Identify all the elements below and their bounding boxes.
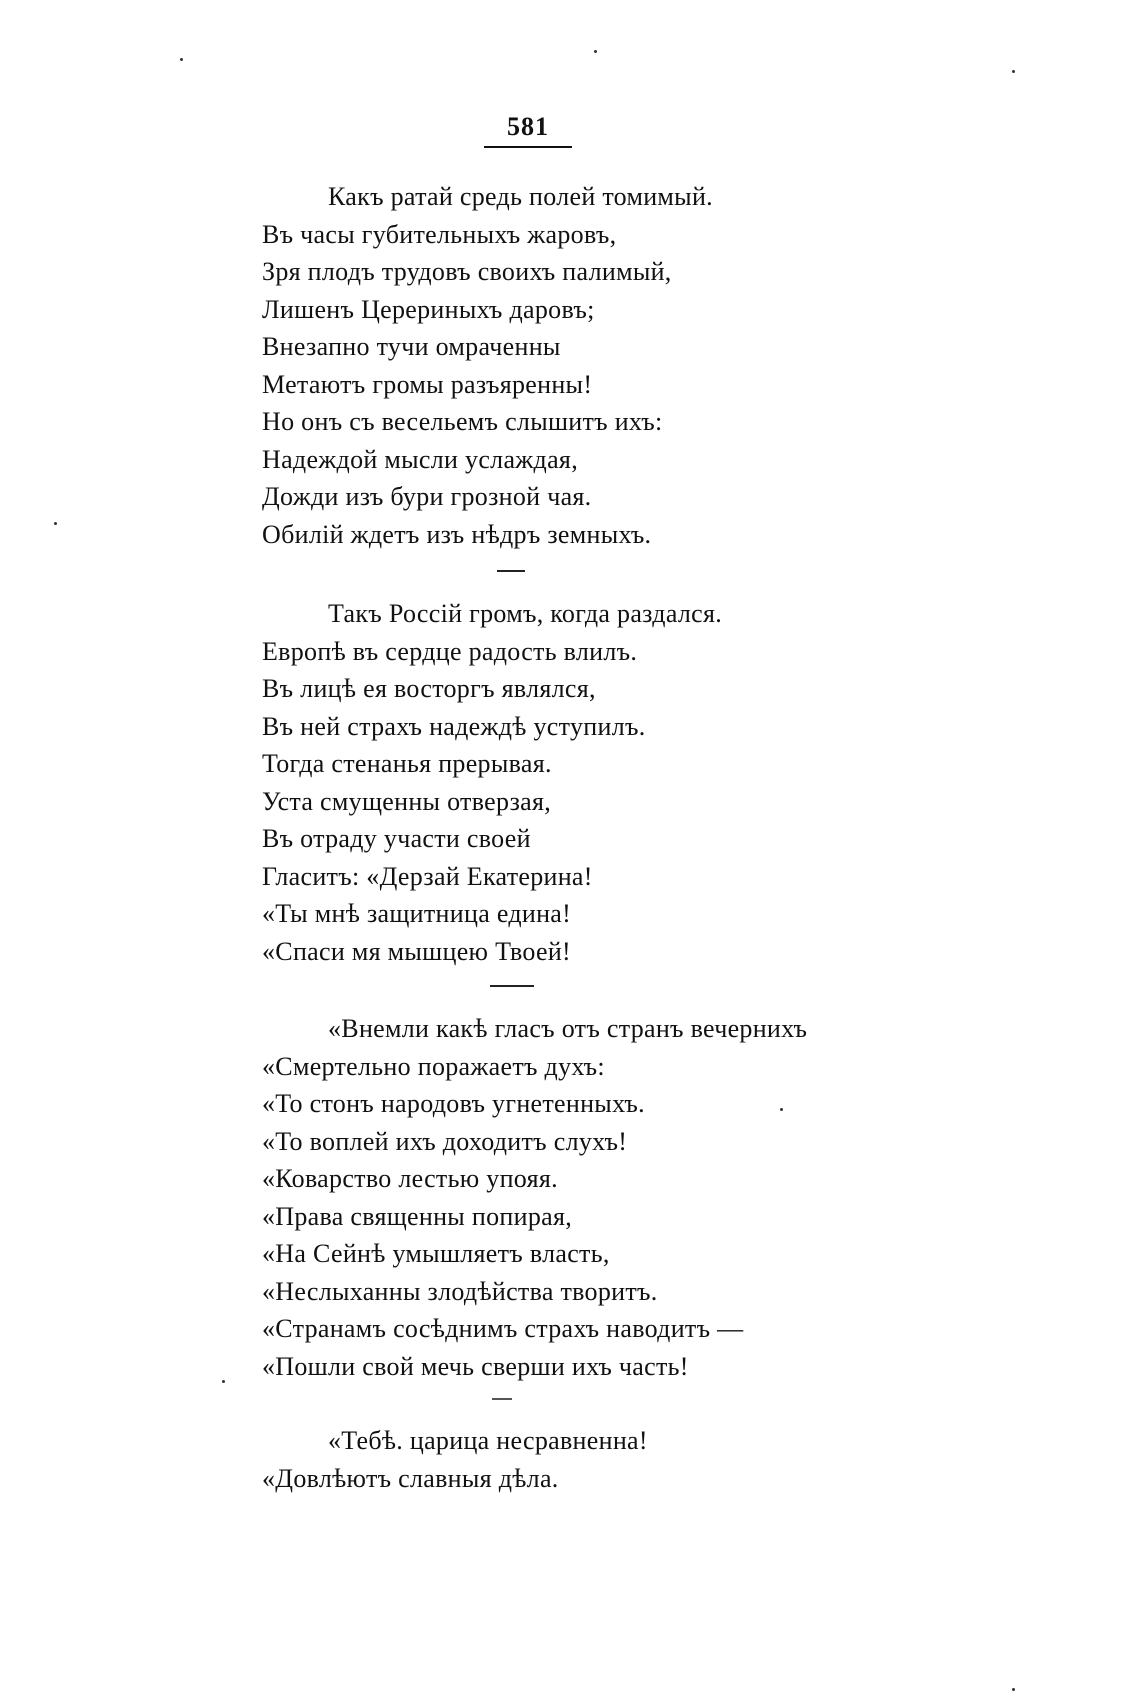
scan-speck [1012,70,1015,73]
poem-line: «На Сейнѣ умышляетъ власть, [262,1239,610,1268]
poem-line: Европѣ въ сердце радость влилъ. [262,636,638,666]
poem-line: Въ отраду участи своей [262,824,531,853]
scan-speck [180,58,183,61]
poem-line: «Коварство лестью упояя. [262,1164,558,1193]
poem-line: Надеждой мысли услаждая, [262,444,578,474]
poem-line: Лишенъ Церериныхъ даровъ; [262,294,595,324]
poem-line: «Права священны попирая, [262,1201,573,1231]
scan-speck [222,1380,225,1383]
poem-line: Метаютъ громы разъяренны! [262,369,593,399]
poem-line: «Пошли свой мечь сверши ихъ часть! [262,1351,689,1381]
scan-speck [1012,1688,1015,1691]
poem-line: «Смертельно поражаетъ духъ: [262,1051,605,1081]
poem-line: Уста смущенны отверзая, [262,786,552,816]
stanza-divider [492,1398,512,1400]
poem-line: Въ ней страхъ надеждѣ уступилъ. [262,711,646,741]
stanza-divider [497,570,525,572]
poem-line: «Ты мнѣ защитница едина! [262,899,572,928]
page-number: 581 [507,112,549,141]
poem-line: «То стонъ народовъ угнетенныхъ. [262,1089,645,1118]
stanza-1 [262,178,922,553]
poem-line: Дожди изъ бури грозной чая. [262,482,592,511]
poem-line: Какъ ратай средь полей томимый. [328,182,713,211]
stanza-4 [262,1422,922,1497]
poem-line: «Спаси мя мышцею Твоей! [262,936,571,966]
poem-line: Обилій ждетъ изъ нѣдръ земныхъ. [262,519,652,549]
poem-line: Въ лицѣ ея восторгъ являлся, [262,674,596,703]
poem-line: Внезапно тучи омраченны [262,332,561,361]
stanza-divider [490,985,534,987]
poem-line: «Довлѣютъ славныя дѣла. [262,1463,559,1493]
scan-speck [780,1108,783,1111]
scan-speck [54,522,57,525]
poem-line: «Тебѣ. царица несравненна! [328,1426,648,1455]
poem-line: «Внемли какѣ гласъ отъ странъ вечернихъ [328,1014,808,1043]
poem-line: Такъ Россій громъ, когда раздался. [328,599,723,628]
poem-line: Тогда стенанья прерывая. [262,749,552,778]
poem-line: «Странамъ сосѣднимъ страхъ наводитъ — [262,1314,744,1343]
poem-line: Гласитъ: «Дерзай Екатерина! [262,861,593,891]
poem-line: Зря плодъ трудовъ своихъ палимый, [262,257,672,286]
poem-line: Въ часы губительныхъ жаровъ, [262,219,617,249]
page-number-rule [484,146,572,148]
poem-line: Но онъ съ весельемъ слышитъ ихъ: [262,407,663,436]
poem-line: «То воплей ихъ доходитъ слухъ! [262,1126,628,1156]
stanza-3 [262,1010,922,1385]
poem-line: «Неслыханны злодѣйства творитъ. [262,1276,658,1306]
scan-speck [594,50,597,53]
stanza-2 [262,595,922,970]
